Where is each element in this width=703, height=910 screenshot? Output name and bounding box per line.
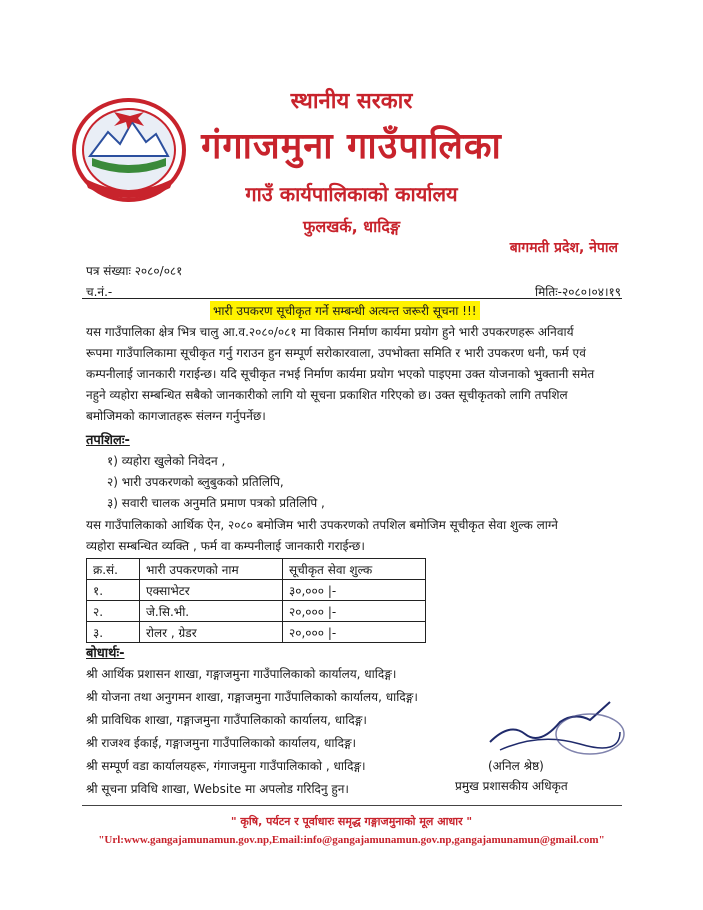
table-row: [87, 580, 426, 601]
table-cell: २.: [87, 601, 140, 622]
cc-item: श्री प्राविधिक शाखा, गङ्गाजमुना गाउँपालिकाको कार्यालय, धादिङ्ग।: [86, 713, 367, 727]
body-line: कम्पनीलाई जानकारी गराईन्छ। यदि सूचीकृत नभई निर्माण कार्यमा प्रयोग भएको पाइएमा उक्त योजनाको भुक्तानी समेत: [86, 367, 595, 381]
signatory-title: प्रमुख प्रशासकीय अधिकृत: [455, 779, 568, 793]
cc-item: श्री सम्पूर्ण वडा कार्यालयहरू, गंगाजमुना गाउँपालिकाको , धादिङ्ग।: [86, 759, 366, 773]
cc-item: श्री आर्थिक प्रशासन शाखा, गङ्गाजमुना गाउँपालिकाको कार्यालय, धादिङ्ग।: [86, 667, 397, 681]
body-line: यस गाउँपालिका क्षेत्र भित्र चालु आ.व.२०८०/०८१ मा विकास निर्माण कार्यमा प्रयोग हुने भारी उपकरणहरू अनिवार्य: [86, 325, 574, 339]
signature-stamp-icon: [480, 692, 630, 762]
tapshil-item: २) भारी उपकरणको ब्लुबुकको प्रतिलिपि,: [107, 475, 284, 489]
header-province: बागमती प्रदेश, नेपाल: [509, 240, 618, 256]
tapshil-heading: तपशिलः-: [86, 433, 130, 448]
reference-number: च.नं.-: [86, 285, 113, 299]
column-header: क्र.सं.: [87, 559, 140, 580]
notice-subject: भारी उपकरण सूचीकृत गर्ने सम्बन्धी अत्यन्त जरूरी सूचना !!!: [210, 301, 480, 320]
tapshil-item: १) व्यहोरा खुलेको निवेदन ,: [107, 454, 226, 468]
header-local-government: स्थानीय सरकार: [290, 89, 413, 114]
body-line: रूपमा गाउँपालिकामा सूचीकृत गर्नु गराउन हुन सम्पूर्ण सरोकारवाला, उपभोक्ता समिति र भारी उपकरण धनी, फर्म एवं: [86, 346, 586, 360]
header-municipality-name: गंगाजमुना गाउँपालिका: [201, 126, 502, 167]
table-row: [87, 622, 426, 643]
body-line: नहुने व्यहोरा सम्बन्धित सबैको जानकारीको लागि यो सूचना प्रकाशित गरिएको छ। उक्त सूचीकृतको लागि तपशिल: [86, 388, 568, 402]
header-divider: [82, 298, 622, 299]
fee-table: [86, 558, 426, 643]
table-cell: २०,००० |-: [283, 601, 426, 622]
table-cell: ३०,००० |-: [283, 580, 426, 601]
table-cell: २०,००० |-: [283, 622, 426, 643]
table-cell: ३.: [87, 622, 140, 643]
body-paragraph: [86, 322, 626, 427]
header-location: फुलखर्क, धादिङ्ग: [303, 217, 400, 236]
table-cell: रोलर , ग्रेडर: [140, 622, 283, 643]
letter-number: पत्र संख्याः २०८०/०८१: [86, 264, 183, 278]
table-cell: एक्साभेटर: [140, 580, 283, 601]
fee-intro: [86, 515, 626, 557]
footer-divider: [82, 805, 622, 806]
cc-item: श्री योजना तथा अनुगमन शाखा, गङ्गाजमुना गाउँपालिकाको कार्यालय, धादिङ्ग।: [86, 690, 418, 704]
table-cell: १.: [87, 580, 140, 601]
fee-intro-line: यस गाउँपालिकाको आर्थिक ऐन, २०८० बमोजिम भारी उपकरणको तपशिल बमोजिम सूचीकृत सेवा शुल्क लाग्ने: [86, 518, 558, 532]
signatory-name: (अनिल श्रेष्ठ): [488, 759, 544, 773]
header-office-name: गाउँ कार्यपालिकाको कार्यालय: [245, 182, 458, 206]
cc-heading: बोधार्थः-: [86, 646, 125, 661]
cc-item: श्री राजश्व ईकाई, गङ्गाजमुना गाउँपालिकाको कार्यालय, धादिङ्ग।: [86, 736, 357, 750]
fee-intro-line: व्यहोरा सम्बन्धित व्यक्ति , फर्म वा कम्पनीलाई जानकारी गराईन्छ।: [86, 539, 365, 553]
table-header-row: [87, 559, 426, 580]
footer-slogan: " कृषि, पर्यटन र पूर्वाधारः समृद्ध गङ्गाजमुनाको मूल आधार ": [230, 815, 473, 828]
footer-contact: "Url:www.gangajamunamun.gov.np,Email:info@gangajamunamun.gov.np,gangajamunamun@gmail.com": [98, 834, 605, 846]
tapshil-item: ३) सवारी चालक अनुमति प्रमाण पत्रको प्रतिलिपि ,: [107, 496, 325, 510]
letter-date: मितिः-२०८०।०४।१९: [534, 285, 621, 299]
column-header: सूचीकृत सेवा शुल्क: [283, 559, 426, 580]
column-header: भारी उपकरणको नाम: [140, 559, 283, 580]
cc-item: श्री सूचना प्रविधि शाखा, Website मा अपलोड गरिदिनु हुन।: [86, 782, 349, 796]
body-line: बमोजिमको कागजातहरू संलग्न गर्नुपर्नेछ।: [86, 409, 266, 423]
table-cell: जे.सि.भी.: [140, 601, 283, 622]
table-row: [87, 601, 426, 622]
